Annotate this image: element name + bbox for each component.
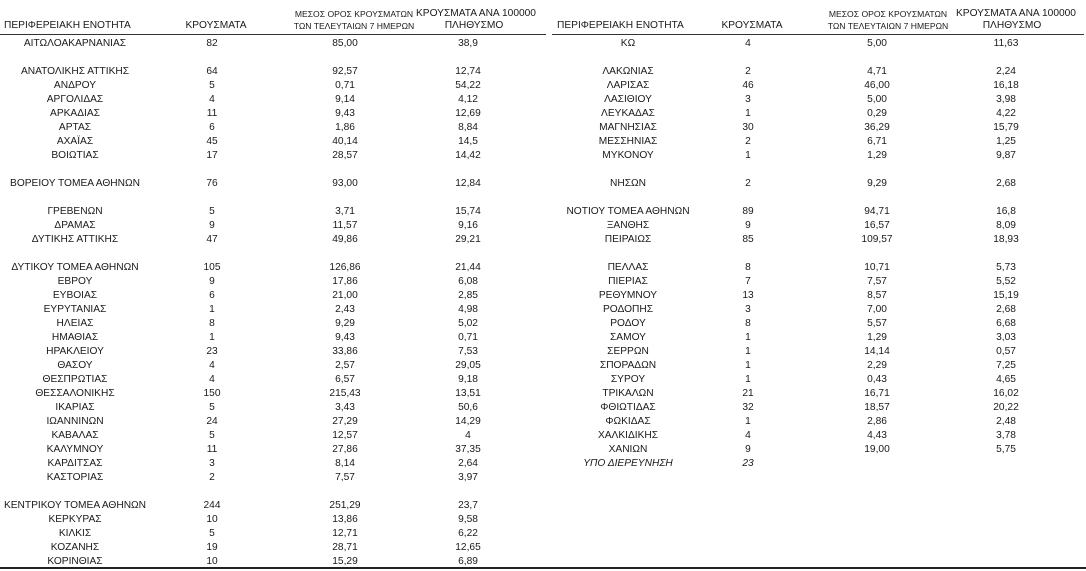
table-cell-right-cases: 13 — [742, 290, 754, 301]
table-cell-left-name: ΘΕΣΠΡΩΤΙΑΣ — [42, 374, 108, 385]
table-cell-right-per100k: 11,63 — [993, 38, 1019, 49]
header-avg-right-line1: ΜΕΣΟΣ ΟΡΟΣ ΚΡΟΥΣΜΑΤΩΝ — [828, 9, 948, 19]
table-cell-left-avg: 85,00 — [332, 38, 358, 49]
table-cell-right-cases: 85 — [742, 234, 754, 245]
table-cell-left-avg: 12,71 — [332, 528, 358, 539]
table-cell-left-avg: 6,57 — [335, 374, 355, 385]
table-cell-left-name: ΒΟΙΩΤΙΑΣ — [51, 150, 99, 161]
table-cell-left-per100k: 50,6 — [458, 402, 478, 413]
table-cell-left-cases: 17 — [206, 150, 218, 161]
table-cell-left-avg: 15,29 — [332, 556, 358, 567]
table-cell-right-per100k: 18,93 — [993, 234, 1019, 245]
table-cell-left-avg: 7,57 — [335, 472, 355, 483]
table-cell-left-avg: 0,71 — [335, 80, 355, 91]
table-cell-right-per100k: 2,68 — [996, 178, 1016, 189]
table-cell-left-cases: 10 — [206, 556, 218, 567]
table-cell-right-cases: 46 — [742, 80, 754, 91]
table-cell-right-avg: 5,00 — [867, 38, 887, 49]
table-cell-right-name: ΛΕΥΚΑΔΑΣ — [601, 108, 655, 119]
table-cell-left-name: ΙΚΑΡΙΑΣ — [55, 402, 95, 413]
table-cell-left-avg: 27,29 — [332, 416, 358, 427]
table-cell-right-cases: 1 — [745, 360, 751, 371]
table-cell-right-name: ΠΕΛΛΑΣ — [607, 262, 649, 273]
table-cell-right-per100k: 4,65 — [996, 374, 1016, 385]
table-cell-left-cases: 5 — [209, 402, 215, 413]
table-cell-right-avg: 2,86 — [867, 416, 887, 427]
table-cell-left-name: ΕΒΡΟΥ — [57, 276, 93, 287]
table-cell-left-per100k: 12,84 — [455, 178, 481, 189]
table-cell-left-name: ΕΥΒΟΙΑΣ — [52, 290, 98, 301]
table-cell-right-per100k: 9,87 — [996, 150, 1016, 161]
table-cell-left-cases: 3 — [209, 458, 215, 469]
table-cell-right-name: ΛΑΡΙΣΑΣ — [606, 80, 650, 91]
table-cell-left-name: ΑΧΑΪΑΣ — [56, 136, 94, 147]
table-cell-right-per100k: 16,18 — [993, 80, 1019, 91]
table-cell-right-name: ΧΑΝΙΩΝ — [608, 444, 648, 455]
table-cell-right-avg: 10,71 — [864, 262, 890, 273]
header-avg-right-line2: ΤΩΝ ΤΕΛΕΥΤΑΙΩΝ 7 ΗΜΕΡΩΝ — [827, 21, 949, 31]
table-cell-right-cases: 9 — [745, 444, 751, 455]
table-cell-right-name: ΠΕΙΡΑΙΩΣ — [604, 234, 652, 245]
table-cell-right-avg: 8,57 — [867, 290, 887, 301]
table-cell-left-per100k: 6,89 — [458, 556, 478, 567]
table-cell-left-name: ΔΡΑΜΑΣ — [54, 220, 96, 231]
table-cell-right-name: ΧΑΛΚΙΔΙΚΗΣ — [597, 430, 659, 441]
table-cell-left-name: ΚΙΛΚΙΣ — [58, 528, 92, 539]
table-cell-right-name: ΠΙΕΡΙΑΣ — [608, 276, 648, 287]
table-cell-right-cases: 8 — [745, 318, 751, 329]
header-avg-right — [820, 8, 956, 32]
table-cell-left-per100k: 4,12 — [458, 94, 478, 105]
header-avg-left-line2: ΤΩΝ ΤΕΛΕΥΤΑΙΩΝ 7 ΗΜΕΡΩΝ — [293, 21, 415, 31]
table-cell-right-name: ΛΑΚΩΝΙΑΣ — [602, 66, 654, 77]
table-cell-left-avg: 9,43 — [335, 332, 355, 343]
table-cell-left-avg: 13,86 — [332, 514, 358, 525]
table-cell-right-cases: 89 — [742, 206, 754, 217]
table-cell-right-avg: 4,71 — [867, 66, 887, 77]
table-cell-left-per100k: 29,05 — [455, 360, 481, 371]
table-cell-left-cases: 4 — [209, 94, 215, 105]
table-cell-right-per100k: 20,22 — [993, 402, 1019, 413]
table-cell-left-cases: 11 — [206, 444, 218, 455]
table-cell-left-cases: 45 — [206, 136, 218, 147]
table-cell-right-cases: 23 — [742, 458, 754, 469]
table-cell-right-cases: 1 — [745, 332, 751, 343]
table-cell-right-per100k: 5,73 — [996, 262, 1016, 273]
table-cell-right-cases: 21 — [742, 388, 754, 399]
table-cell-right-cases: 4 — [745, 38, 751, 49]
table-cell-left-name: ΑΙΤΩΛΟΑΚΑΡΝΑΝΙΑΣ — [23, 38, 127, 49]
table-cell-right-per100k: 6,68 — [996, 318, 1016, 329]
table-cell-left-name: ΒΟΡΕΙΟΥ ΤΟΜΕΑ ΑΘΗΝΩΝ — [10, 178, 140, 189]
table-cell-left-per100k: 5,02 — [458, 318, 478, 329]
table-cell-left-per100k: 9,18 — [458, 374, 478, 385]
table-cell-left-cases: 8 — [209, 318, 215, 329]
table-cell-left-cases: 4 — [209, 360, 215, 371]
table-cell-left-cases: 47 — [206, 234, 218, 245]
table-cell-right-cases: 2 — [745, 136, 751, 147]
table-cell-left-avg: 2,57 — [335, 360, 355, 371]
table-cell-right-avg: 9,29 — [867, 178, 887, 189]
table-cell-right-name: ΡΕΘΥΜΝΟΥ — [598, 290, 658, 301]
table-cell-left-per100k: 4,98 — [458, 304, 478, 315]
table-cell-right-per100k — [958, 457, 1054, 471]
table-cell-left-cases: 24 — [206, 416, 218, 427]
table-cell-right-per100k: 16,02 — [993, 388, 1019, 399]
table-cell-right-name: ΚΩ — [620, 38, 636, 49]
table-cell-left-per100k: 54,22 — [455, 80, 481, 91]
table-cell-right-per100k: 2,24 — [996, 66, 1016, 77]
table-cell-right-per100k: 2,48 — [996, 416, 1016, 427]
header-avg-left — [284, 8, 424, 32]
table-cell-left-per100k: 13,51 — [455, 388, 481, 399]
table-cell-right-per100k: 2,68 — [996, 304, 1016, 315]
table-cell-right-avg: 46,00 — [864, 80, 890, 91]
table-cell-right-per100k: 4,22 — [996, 108, 1016, 119]
table-cell-left-cases: 4 — [209, 374, 215, 385]
table-cell-right-cases: 1 — [745, 150, 751, 161]
table-cell-left-per100k: 7,53 — [458, 346, 478, 357]
table-cell-right-avg: 14,14 — [864, 346, 890, 357]
table-cell-left-avg: 215,43 — [329, 388, 361, 399]
table-cell-left-avg: 28,57 — [332, 150, 358, 161]
table-cell-left-per100k: 14,29 — [455, 416, 481, 427]
table-cell-left-name: ΘΑΣΟΥ — [57, 360, 93, 371]
table-cell-right-avg: 1,29 — [867, 150, 887, 161]
table-cell-right-per100k: 0,57 — [996, 346, 1016, 357]
header-region-right: ΠΕΡΙΦΕΡΕΙΑΚΗ ΕΝΟΤΗΤΑ — [557, 20, 684, 31]
table-cell-right-avg: 16,57 — [864, 220, 890, 231]
table-cell-left-avg: 9,29 — [335, 318, 355, 329]
table-cell-right-name: ΦΩΚΙΔΑΣ — [605, 416, 651, 427]
table-cell-left-cases: 5 — [209, 206, 215, 217]
table-cell-right-cases: 9 — [745, 220, 751, 231]
table-cell-right-avg: 0,29 — [867, 108, 887, 119]
table-cell-left-per100k: 12,74 — [455, 66, 481, 77]
table-cell-left-cases: 11 — [206, 108, 218, 119]
table-cell-left-per100k: 12,65 — [455, 542, 481, 553]
table-cell-right-avg: 109,57 — [861, 234, 893, 245]
table-cell-left-per100k: 21,44 — [455, 262, 481, 273]
table-cell-right-name: ΡΟΔΟΥ — [610, 318, 646, 329]
table-cell-left-cases: 82 — [206, 38, 218, 49]
table-cell-right-name: ΜΥΚΟΝΟΥ — [602, 150, 654, 161]
table-cell-right-avg: 5,00 — [867, 94, 887, 105]
table-cell-right-per100k: 16,8 — [996, 206, 1016, 217]
table-cell-right-name: ΣΕΡΡΩΝ — [607, 346, 649, 357]
table-cell-left-cases: 6 — [209, 122, 215, 133]
table-cell-right-avg: 7,00 — [867, 304, 887, 315]
table-cell-left-per100k: 2,85 — [458, 290, 478, 301]
table-cell-right-avg: 19,00 — [864, 444, 890, 455]
table-cell-left-per100k: 12,69 — [455, 108, 481, 119]
table-cell-left-name: ΘΕΣΣΑΛΟΝΙΚΗΣ — [35, 388, 115, 399]
table-cell-right-cases: 4 — [745, 430, 751, 441]
table-cell-right-name: ΛΑΣΙΘΙΟΥ — [604, 94, 652, 105]
table-cell-right-per100k: 3,03 — [996, 332, 1016, 343]
table-cell-left-name: ΙΩΑΝΝΙΝΩΝ — [46, 416, 104, 427]
table-cell-left-per100k: 15,74 — [455, 206, 481, 217]
table-cell-right-per100k: 3,98 — [996, 94, 1016, 105]
table-cell-left-per100k: 2,64 — [458, 458, 478, 469]
table-cell-left-name: ΑΡΚΑΔΙΑΣ — [50, 108, 100, 119]
table-cell-right-cases: 1 — [745, 346, 751, 357]
table-cell-left-per100k: 38,9 — [458, 38, 478, 49]
table-cell-left-avg: 93,00 — [332, 178, 358, 189]
table-cell-left-cases: 6 — [209, 290, 215, 301]
table-cell-left-cases: 19 — [206, 542, 218, 553]
table-cell-right-avg: 4,43 — [867, 430, 887, 441]
table-cell-right-avg: 6,71 — [867, 136, 887, 147]
header-rule-right — [552, 34, 1084, 35]
table-cell-left-avg: 28,71 — [332, 542, 358, 553]
table-cell-left-cases: 2 — [209, 472, 215, 483]
table-cell-left-name: ΑΡΤΑΣ — [58, 122, 92, 133]
table-cell-left-name: ΚΑΒΑΛΑΣ — [51, 430, 99, 441]
table-cell-left-per100k: 6,08 — [458, 276, 478, 287]
table-cell-left-avg: 3,71 — [335, 206, 355, 217]
table-cell-left-name: ΑΝΑΤΟΛΙΚΗΣ ΑΤΤΙΚΗΣ — [20, 66, 130, 77]
table-cell-right-name: ΣΠΟΡΑΔΩΝ — [599, 360, 657, 371]
table-cell-left-cases: 76 — [206, 178, 218, 189]
table-cell-right-cases: 8 — [745, 262, 751, 273]
table-cell-right-avg: 18,57 — [864, 402, 890, 413]
table-cell-right-cases: 32 — [742, 402, 754, 413]
table-cell-right-name: ΜΑΓΝΗΣΙΑΣ — [599, 122, 657, 133]
header-per100k-left-line2: ΠΛΗΘΥΣΜΟ — [444, 20, 504, 31]
table-cell-left-name: ΗΛΕΙΑΣ — [56, 318, 94, 329]
table-cell-right-name: ΤΡΙΚΑΛΩΝ — [602, 388, 654, 399]
header-rule-left — [0, 34, 546, 35]
table-cell-left-avg: 27,86 — [332, 444, 358, 455]
table-cell-left-cases: 9 — [209, 220, 215, 231]
table-cell-right-avg: 36,29 — [864, 122, 890, 133]
table-cell-left-cases: 1 — [209, 304, 215, 315]
table-cell-right-avg — [822, 457, 932, 471]
table-cell-left-name: ΑΝΔΡΟΥ — [53, 80, 97, 91]
table-cell-left-cases: 105 — [203, 262, 221, 273]
header-per100k-left-line1: ΚΡΟΥΣΜΑΤΑ ΑΝΑ 100000 — [416, 8, 536, 19]
table-cell-right-per100k: 15,79 — [993, 122, 1019, 133]
table-cell-right-avg: 2,29 — [867, 360, 887, 371]
table-cell-left-per100k: 23,7 — [458, 500, 478, 511]
table-cell-right-name: ΜΕΣΣΗΝΙΑΣ — [598, 136, 658, 147]
table-cell-left-name: ΔΥΤΙΚΟΥ ΤΟΜΕΑ ΑΘΗΝΩΝ — [11, 262, 139, 273]
table-cell-left-cases: 1 — [209, 332, 215, 343]
table-cell-left-cases: 244 — [203, 500, 221, 511]
table-cell-left-cases: 23 — [206, 346, 218, 357]
table-cell-left-cases: 64 — [206, 66, 218, 77]
table-cell-left-avg: 92,57 — [332, 66, 358, 77]
table-cell-left-per100k: 0,71 — [458, 332, 478, 343]
table-cell-right-cases: 3 — [745, 304, 751, 315]
table-cell-left-avg: 11,57 — [332, 220, 358, 231]
table-cell-right-avg: 1,29 — [867, 332, 887, 343]
table-cell-left-per100k: 9,16 — [458, 220, 478, 231]
table-cell-left-avg: 40,14 — [332, 136, 358, 147]
table-cell-left-name: ΚΟΡΙΝΘΙΑΣ — [47, 556, 103, 567]
table-cell-left-per100k: 3,97 — [458, 472, 478, 483]
table-cell-right-name: ΣΑΜΟΥ — [610, 332, 646, 343]
header-per100k-right — [956, 8, 1076, 32]
table-cell-left-avg: 9,43 — [335, 108, 355, 119]
table-cell-right-name: ΡΟΔΟΠΗΣ — [602, 304, 654, 315]
table-cell-left-avg: 49,86 — [332, 234, 358, 245]
table-cell-left-avg: 126,86 — [329, 262, 361, 273]
table-cell-right-cases: 1 — [745, 416, 751, 427]
table-cell-right-per100k: 15,19 — [993, 290, 1019, 301]
table-cell-right-avg: 16,71 — [864, 388, 890, 399]
table-cell-left-name: ΚΑΡΔΙΤΣΑΣ — [47, 458, 103, 469]
table-cell-right-per100k: 7,25 — [996, 360, 1016, 371]
table-cell-right-cases: 30 — [742, 122, 754, 133]
table-cell-left-name: ΚΑΣΤΟΡΙΑΣ — [46, 472, 104, 483]
table-cell-right-cases: 1 — [745, 108, 751, 119]
table-cell-right-avg: 7,57 — [867, 276, 887, 287]
table-cell-left-cases: 9 — [209, 276, 215, 287]
table-cell-left-avg: 9,14 — [335, 94, 355, 105]
table-cell-right-name: ΝΟΤΙΟΥ ΤΟΜΕΑ ΑΘΗΝΩΝ — [566, 206, 690, 217]
table-cell-right-cases: 1 — [745, 374, 751, 385]
table-cell-right-name: ΝΗΣΩΝ — [610, 178, 646, 189]
table-cell-left-avg: 2,43 — [335, 304, 355, 315]
header-cases-left: ΚΡΟΥΣΜΑΤΑ — [185, 20, 247, 31]
table-cell-left-per100k: 14,42 — [455, 150, 481, 161]
table-cell-left-avg: 12,57 — [332, 430, 358, 441]
table-cell-right-avg: 5,57 — [867, 318, 887, 329]
table-cell-right-cases: 7 — [745, 276, 751, 287]
table-cell-left-name: ΔΥΤΙΚΗΣ ΑΤΤΙΚΗΣ — [31, 234, 119, 245]
table-cell-left-cases: 5 — [209, 430, 215, 441]
table-cell-right-avg: 94,71 — [864, 206, 890, 217]
table-cell-left-cases: 150 — [203, 388, 221, 399]
header-per100k-left — [416, 8, 536, 32]
table-cell-left-name: ΚΑΛΥΜΝΟΥ — [46, 444, 104, 455]
table-cell-left-avg: 251,29 — [329, 500, 361, 511]
table-cell-left-per100k: 29,21 — [455, 234, 481, 245]
table-cell-left-per100k: 4 — [465, 430, 471, 441]
table-cell-left-name: ΕΥΡΥΤΑΝΙΑΣ — [43, 304, 107, 315]
table-cell-right-per100k: 5,52 — [996, 276, 1016, 287]
table-cell-right-cases: 2 — [745, 66, 751, 77]
table-cell-left-per100k: 9,58 — [458, 514, 478, 525]
table-cell-left-name: ΗΡΑΚΛΕΙΟΥ — [46, 346, 104, 357]
table-cell-right-name: ΞΑΝΘΗΣ — [606, 220, 650, 231]
table-cell-left-name: ΑΡΓΟΛΙΔΑΣ — [46, 94, 104, 105]
table-cell-left-name: ΚΟΖΑΝΗΣ — [50, 542, 100, 553]
table-cell-left-name: ΚΕΝΤΡΙΚΟΥ ΤΟΜΕΑ ΑΘΗΝΩΝ — [3, 500, 147, 511]
table-cell-left-avg: 17,86 — [332, 276, 358, 287]
table-cell-left-avg: 8,14 — [335, 458, 355, 469]
header-avg-left-line1: ΜΕΣΟΣ ΟΡΟΣ ΚΡΟΥΣΜΑΤΩΝ — [294, 9, 414, 19]
table-cell-right-cases: 3 — [745, 94, 751, 105]
table-cell-left-cases: 5 — [209, 528, 215, 539]
table-cell-left-cases: 10 — [206, 514, 218, 525]
table-cell-right-name: ΣΥΡΟΥ — [610, 374, 646, 385]
bottom-border — [0, 567, 1086, 569]
table-cell-left-per100k: 6,22 — [458, 528, 478, 539]
table-cell-left-avg: 33,86 — [332, 346, 358, 357]
table-cell-left-avg: 3,43 — [335, 402, 355, 413]
table-cell-right-name: ΦΘΙΩΤΙΔΑΣ — [600, 402, 656, 413]
table-cell-right-per100k: 1,25 — [996, 136, 1016, 147]
table-cell-right-per100k: 3,78 — [996, 430, 1016, 441]
table-cell-left-name: ΗΜΑΘΙΑΣ — [51, 332, 99, 343]
table-cell-left-avg: 21,00 — [332, 290, 358, 301]
table-cell-left-per100k: 14,5 — [458, 136, 478, 147]
table-cell-right-per100k: 8,09 — [996, 220, 1016, 231]
table-cell-left-name: ΚΕΡΚΥΡΑΣ — [48, 514, 102, 525]
table-cell-right-name: ΥΠΟ ΔΙΕΡΕΥΝΗΣΗ — [583, 458, 673, 469]
table-cell-left-per100k: 8,84 — [458, 122, 478, 133]
table-cell-left-avg: 1,86 — [335, 122, 355, 133]
table-cell-left-per100k: 37,35 — [455, 444, 481, 455]
table-cell-right-per100k: 5,75 — [996, 444, 1016, 455]
table-cell-right-avg: 0,43 — [867, 374, 887, 385]
header-per100k-right-line2: ΠΛΗΘΥΣΜΟ — [982, 20, 1042, 31]
table-cell-right-cases: 2 — [745, 178, 751, 189]
header-cases-right: ΚΡΟΥΣΜΑΤΑ — [721, 20, 783, 31]
table-cell-left-cases: 5 — [209, 80, 215, 91]
header-per100k-right-line1: ΚΡΟΥΣΜΑΤΑ ΑΝΑ 100000 — [956, 8, 1076, 19]
header-region-left: ΠΕΡΙΦΕΡΕΙΑΚΗ ΕΝΟΤΗΤΑ — [4, 20, 131, 31]
table-cell-left-name: ΓΡΕΒΕΝΩΝ — [47, 206, 103, 217]
